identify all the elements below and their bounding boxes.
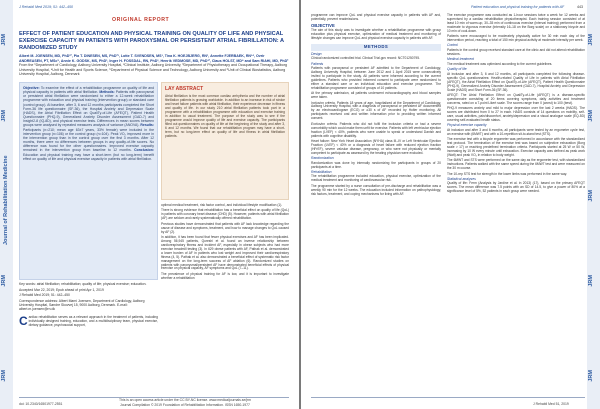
footer-rule: [311, 397, 585, 398]
body-column-2: [161, 204, 289, 282]
lay-abstract-title: LAY ABSTRACT: [165, 86, 204, 92]
exclusion-text: Patients who did not fulfil the inclusion criteria or had a severe comorbidity which could make them unfit for exercise. Patients with left ventricular ejection fraction (LVEF) < 40%, patients who were unable to speak or understand Danish and patients with cognitive disability.: [311, 121, 442, 138]
body-paragraph: Randomization was done by internally randomizing the participants in groups of 20 participants at a time.: [311, 160, 441, 169]
body-paragraph: The 6MWT and STS were performed on the same day as the ergometer test, with standardized instructions. Patients walked with the same speed during the 6MWT test and were measured on the 30 m course.: [447, 158, 585, 171]
body-paragraph: The aim of this study was to investigate whether a rehabilitation programme with group education plus physical exercise, optimization of medical treatment and monitoring of lifestyle changes can improve QoL and physical exercise capacity in patients with AF.: [311, 27, 441, 40]
body-paragraph: The programme started by a nurse consultation of pre-discharge and rehabilitation was a weekly 90 min for the 12 weeks. The education included information on pathophysiology, risk factors, treatment, and coping mechanisms for living with AF.: [311, 183, 441, 196]
body-paragraph: The prevalence of physical training for AF is low, and it is important to investigate whether a rehabilitation: [161, 271, 289, 280]
body-paragraph: programme can improve QoL and physical exercise capacity in patients with AF and, potentially, prevent readmissions.: [311, 13, 441, 21]
lay-abstract-box: [161, 82, 289, 200]
body-column-2: [447, 14, 585, 196]
footer-rule: [19, 397, 289, 398]
subsection-heading: Medical treatment: [447, 57, 474, 62]
body-paragraph: At inclusion and after 3 and 6 months, all participants were tested by an ergometer cycle test, an exercise with (6MWT) and with a 10-repetition sit-to-stand test (STS).: [447, 127, 585, 136]
article-title: EFFECT OF PATIENT EDUCATION AND PHYSICAL TRAINING ON QUALITY OF LIFE AND PHYSICAL EXERCISE CAPACITY IN PATIENTS WITH PAROXYSMAL OR PERSISTENT ATRIAL FIBRILLATION: A RANDOMIZED STUDY: [19, 31, 284, 51]
exclusion-label: Exclusion criteria.: [311, 121, 338, 126]
body-paragraph: Patients in the control group received standard care at the clinic and did not attend rehabilitation sessions.: [447, 48, 585, 56]
methods-banner: METHODS: [311, 44, 441, 51]
abstract-text: [23, 86, 154, 161]
body-paragraph: Previous studies have demonstrated that patients with AF lack knowledge regarding the cause of disease and symptoms, treatment, and how to manage changes to QoL caused by AF (2).: [161, 221, 289, 234]
body-paragraph: [311, 102, 441, 122]
body-paragraph: At the primary admission, all patients underwent echocardiography and blood samples were taken.: [311, 91, 441, 100]
body-paragraph: The 10-rep STS test for strength in the lower limbs was performed in the same way.: [447, 171, 568, 176]
body-column-1: [311, 14, 441, 198]
abstract-results: Participants (n=210; mean age 63±7 years, 33% female) were included in the intervention group (n=106) or the control group (n=104). Peak VO₂ improved more in the intervention group than in the control group over the first 3 months. After 12 months, there were no differences between groups in any quality-of-life scores. No difference was found for the other questionnaires. Improved exercise capacity remained in the intervention group from baseline to 12 months.: [23, 127, 154, 153]
keywords: Key words: atrial fibrillation; rehabilitation; quality of life; physical exercise; education.: [19, 282, 147, 286]
body-column-1: [19, 313, 158, 328]
abstract-conclusion-label: Conclusion:: [134, 148, 154, 153]
dropcap: C: [19, 313, 28, 328]
running-head: Patient education and physical training for patients with AF: [471, 5, 565, 9]
affiliations: From the ¹Department of Cardiology, Aalborg University Hospital, ²Clinical Institute, Aalborg University, ³Department of Physiotherapy and Occupational Therapy, Aalborg University Hospital, ⁴Unit for Health and Sports Science, ⁵Department of Physical Science and Technology, Aalborg University and ⁶Unit of Clinical Biostatistics, Aalborg University Hospital, Aalborg, Denmark: [19, 63, 287, 77]
body-paragraph: AFEQT: The Atrial Fibrillation Effect on QualiTy-of-Life (AFEQT) is a disease-specific questionnaire consisting of 20 items covering symptoms, daily activities and treatment concerns, rated on a 7-point Likert scale. The scores range from 0 (worst) to 100 (best).: [447, 92, 585, 105]
abstract-box: [19, 82, 158, 280]
jrm-mark: JRM: [588, 190, 594, 202]
subsection-heading: Randomization: [311, 156, 334, 161]
body-paragraph: The exercise programme was conducted as 1-hour sessions twice a week for 12 weeks and supervised by a cardiac rehabilitation physiotherapist. Each training session consisted of at least 10 min of warm-up, 30–35 min of continuous exercise (interval training) performed from a moderate to vigorous exercise (intensity 16–18 on the Borg scale) on a stationary bicycle and 10 min of cool-down.: [447, 13, 585, 33]
subsection-heading: Quality of life: [447, 67, 467, 72]
abstract-conclusion: Education and physical training may have a short-term (but no long-term) benefit effect on quality of life and physical exercise capacity in patients with atrial fibrillation.: [23, 152, 154, 161]
subsection-heading: Control: [447, 43, 458, 48]
jrm-mark: JRM: [588, 34, 594, 46]
jrm-mark: JRM: [1, 34, 7, 46]
article-type-label: ORIGINAL REPORT: [112, 17, 170, 23]
subsection-heading: Design: [311, 51, 322, 56]
running-head: J Rehabil Med 2019; 51: 442–450: [19, 5, 73, 9]
body-paragraph: The exercise test with a bicycle ergometer was performed in accordance with the standardized test protocol. The termination of the exercise test was based on subjective exhaustion (Borg scale > 17) or reaching predefined termination criteria. Participants started at 25 W or 50 W, increasing by 10 W every minute until exhaustion. Exercise capacity was defined as peak work (Watt) and peak VO₂ in relation to body weight.: [447, 137, 585, 157]
accepted-date: Accepted Mar 22, 2019; Epub ahead of print Apr 1, 2019: [19, 288, 104, 293]
author-names: Albert M. JOENSEN, MD, PhD¹², Pia T. DINESEN, MS, PhD²³, Lotte T. SVENDSEN, MS³, Tina K. HOEJBJERG, RN¹, Annette FJERBAEK, RN³⁴, Ovrir ANDREASEN, PT, MSc⁵, Annie K. GODSK, MS, PhD¹, Inger H. FOSSDAL, RN, PhD¹, Henrik VEDMOSE, MD, PhD¹², Claus HOLST, MD⁶ and Sam RIAHI, MD, PhD²: [19, 54, 289, 63]
jrm-mark: JRM: [588, 110, 594, 122]
body-paragraph: [311, 123, 441, 139]
body-paragraph: Clinical randomized controlled trial. Clinical Trial.gov record: NCT01250795.: [311, 56, 420, 61]
page-number: 443: [577, 5, 583, 9]
body-paragraph: The medical treatment was optimized according to the current guidelines.: [447, 61, 553, 66]
subsection-heading: Rehabilitation: [311, 169, 332, 174]
journal-side-strip: [0, 0, 13, 409]
lay-abstract-text: Atrial fibrillation is the most common cardiac arrhythmia and the number of atrial fibrillation patients is growing worldwide. In addition to an increase in risk of stroke and heart failure patients with atrial fibrillation, their experience decrease in fitness and quality of life. In our study 210 atrial fibrillation patients took part in a programme with a rehabilitation programme with education and exercise training in addition to usual treatment. The purpose of the study was to see if the programme would improve quality of life and exercise capacity. The participants filled out questionnaires on quality of life at the beginning of the study and after 3, 6 and 12 months. We found that our rehabilitation program may have a short-term, but no long-term effect on quality of life and fitness in atrial fibrillation patients.: [165, 94, 285, 139]
journal-side-label: Journal of Rehabilitation Medicine: [3, 155, 9, 245]
body-paragraph: There is strong evidence that rehabilitation has a beneficial effect on quality of life (QoL) in patients with coronary heart disease (CHD) (5). However, patients with atrial fibrillation (AF) are seldom and rarely systematically offered rehabilitation.: [161, 208, 289, 221]
body-paragraph: Patients with paroxysmal or persistent AF admitted to the Department of Cardiology, Aalborg University Hospital, between June 2012 and 1 April 2015 were consecutively invited to participate in the study. All patients were informed according to the current guidelines. Patients who provided informed consent to participate were randomized to either a standard care or an individual education and exercise programme. The rehabilitation programme consisted of groups of 10 patients.: [311, 66, 441, 90]
footer-journal: J Rehabil Med 51, 2019: [533, 402, 569, 406]
journal-side-strip: [587, 0, 600, 409]
license-line: This is an open access article under the CC BY-NC license. www.medicaljournals.se/jrm: [119, 398, 251, 402]
correspondence: Correspondence address: Albert Marni Joensen, Department of Cardiology, Aalborg University Hospital, Søndre Skovvej 15, 9000 Aalborg, Denmark. E-mail: albert.m.joensen@rn.dk: [19, 298, 145, 312]
body-paragraph: PHQ-9 measures anxiety and mild to major depression over the last 2 weeks (HADS). The scores are distributed from 0 to 27 in each. HADS consists of 14 questions on mobility, self-care, usual activities, pain/discomfort, anxiety/depression and a visual analogue scale (EQ-5D) covering self-evaluated health status.: [447, 106, 585, 122]
author-list: [19, 54, 289, 77]
intro-text: ardiac rehabilitation serves as a relevant approach in the treatment of patients, including individually designed training, education, and a multidisciplinary team, physical exercise, dietary guidance, psychosocial support,: [28, 314, 158, 327]
inclusion-label: Inclusion criteria.: [311, 100, 336, 105]
doi: doi: 10.2340/16501977-2551: [19, 402, 63, 406]
jrm-mark: JRM: [1, 370, 7, 382]
jrm-mark: JRM: [1, 110, 7, 122]
body-paragraph: Heart failure: New York Heart Association (NYHA) class III–IV or Left Ventricular Ejection Fraction (LVEF) < 40% or a diagnosis of heart failure with reduced ejection fraction (HFrEF), severe valvular disease, pregnancy, or who were not physically or mentally competent to participate as assessed by the treating physician were excluded.: [311, 138, 441, 155]
body-paragraph: In addition, it has been found that fewer physical exercises and AF has been implicated. Among 56,945 patients, Qureshi et al. found an inverse relationship between cardiorespiratory fitness and incident AF, especially in obese subjects who had more exercise treadmill testing (3). In 629 obese patients with AF, Pathak et al. demonstrated a lower burden of AF in patients who lost weight and improved their cardiorespiratory fitness (4, 5). Pathak et al. also demonstrated a beneficial effect of systematic risk factor management on the long-term success of AF ablation (6). Randomized studies on patients with paroxysmal/persistent AF have demonstrated beneficial effects of physical exercise on physical capacity, AF symptoms and QoL (7–11).: [161, 234, 289, 271]
abstract-methods-label: Methods:: [99, 90, 115, 95]
body-paragraph: Patients were encouraged to be moderately physically active for 30 min each day of the intervention period, reaching a total of 150 min physical activity at moderate intensity per week.: [447, 34, 585, 43]
abstract-results-label: Results:: [140, 123, 154, 128]
body-paragraph: optimal medical treatment, risk factor control, and individual lifestyle modification (1).: [161, 203, 283, 207]
left-page: [0, 0, 299, 409]
body-paragraph: The rehabilitation programme included education, physical exercise, optimization of the medical treatment and monitoring of cardiovascular risk.: [311, 174, 441, 183]
jrm-mark: JRM: [588, 275, 594, 287]
article-meta: [19, 282, 158, 329]
subsection-heading: Physical exercise capacity: [447, 123, 487, 128]
right-page: [301, 0, 600, 409]
abstract-objective-label: Objective:: [23, 86, 40, 90]
abstract-objective: To examine the effect of a rehabilitation programme on quality of life and physical capacity in patients with atrial fibrillation.: [23, 86, 154, 95]
inclusion-text: Patients 18 years of age, hospitalized at the Department of Cardiology, Aalborg University Hospital, with a diagnosis of paroxysmal or persistent AF documented by an electrocardiogram (ECG) or ≥30 s of AF recorded by Holter monitoring. All participants received oral and written information prior to providing written informed consent.: [311, 100, 442, 121]
copyright-line: Journal Compilation © 2019 Foundation of Rehabilitation Information. ISSN 1650-1977: [120, 403, 250, 407]
jrm-mark: JRM: [1, 275, 7, 287]
jrm-mark: JRM: [588, 370, 594, 382]
body-paragraph: [19, 313, 158, 328]
body-paragraph: At inclusion and after 3, 6 and 12 months, all participants completed the following disease-specific QoL questionnaires: Health-related Quality of Life in patients with Atrial Fibrillation (AFEQT), the Atrial Fibrillation Effect on QualiTy-of-Life (AFEQT), Patient Health Questionnaire (PHQ-9), Generalized Anxiety Disorder Assessment (GAD-7), Hospital Anxiety and Depression Scale (HADS) and Short Form-36 (SF-36).: [447, 71, 585, 92]
subsection-heading: Patients: [311, 61, 324, 66]
abstract-methods: Patients with paroxysmal or persistent atrial fibrillation were randomized to either a 12-week rehabilitation programme with education and physical training (intervention group) or standard care (control group). At baseline, after 3, 6 and 12 months participants completed the Short Form-36 life questionnaire (SF-36), the Hospital Anxiety and Depression Scale (HADS), the Atrial Fibrillation Effect on QualiTy-of-Life (AFEQT), Patient Health Questionnaire (PHQ-9), Generalized Anxiety Disorder Assessment (GAD-7) and Insight2-8 (IQ-8D), and physical exercise tests. Differences in mean scores between groups were analysed by repeated measures analysis of variance (ANOVA).: [23, 90, 155, 128]
body-paragraph: Quality of life: Ferm (Analysis by Jardine et al. in 2013) (17), based on the primary AFEQT scores. The mean difference was 7.5 points with an SD of 14.5, to give a power of 80% at a significance level of 5%, 52 patients in each group were needed.: [447, 181, 585, 194]
section-heading: OBJECTIVE: [311, 22, 335, 28]
citation: J Rehabil Med 2019; 51: 442–450: [19, 292, 70, 297]
subsection-heading: Statistical analyses: [447, 176, 476, 181]
